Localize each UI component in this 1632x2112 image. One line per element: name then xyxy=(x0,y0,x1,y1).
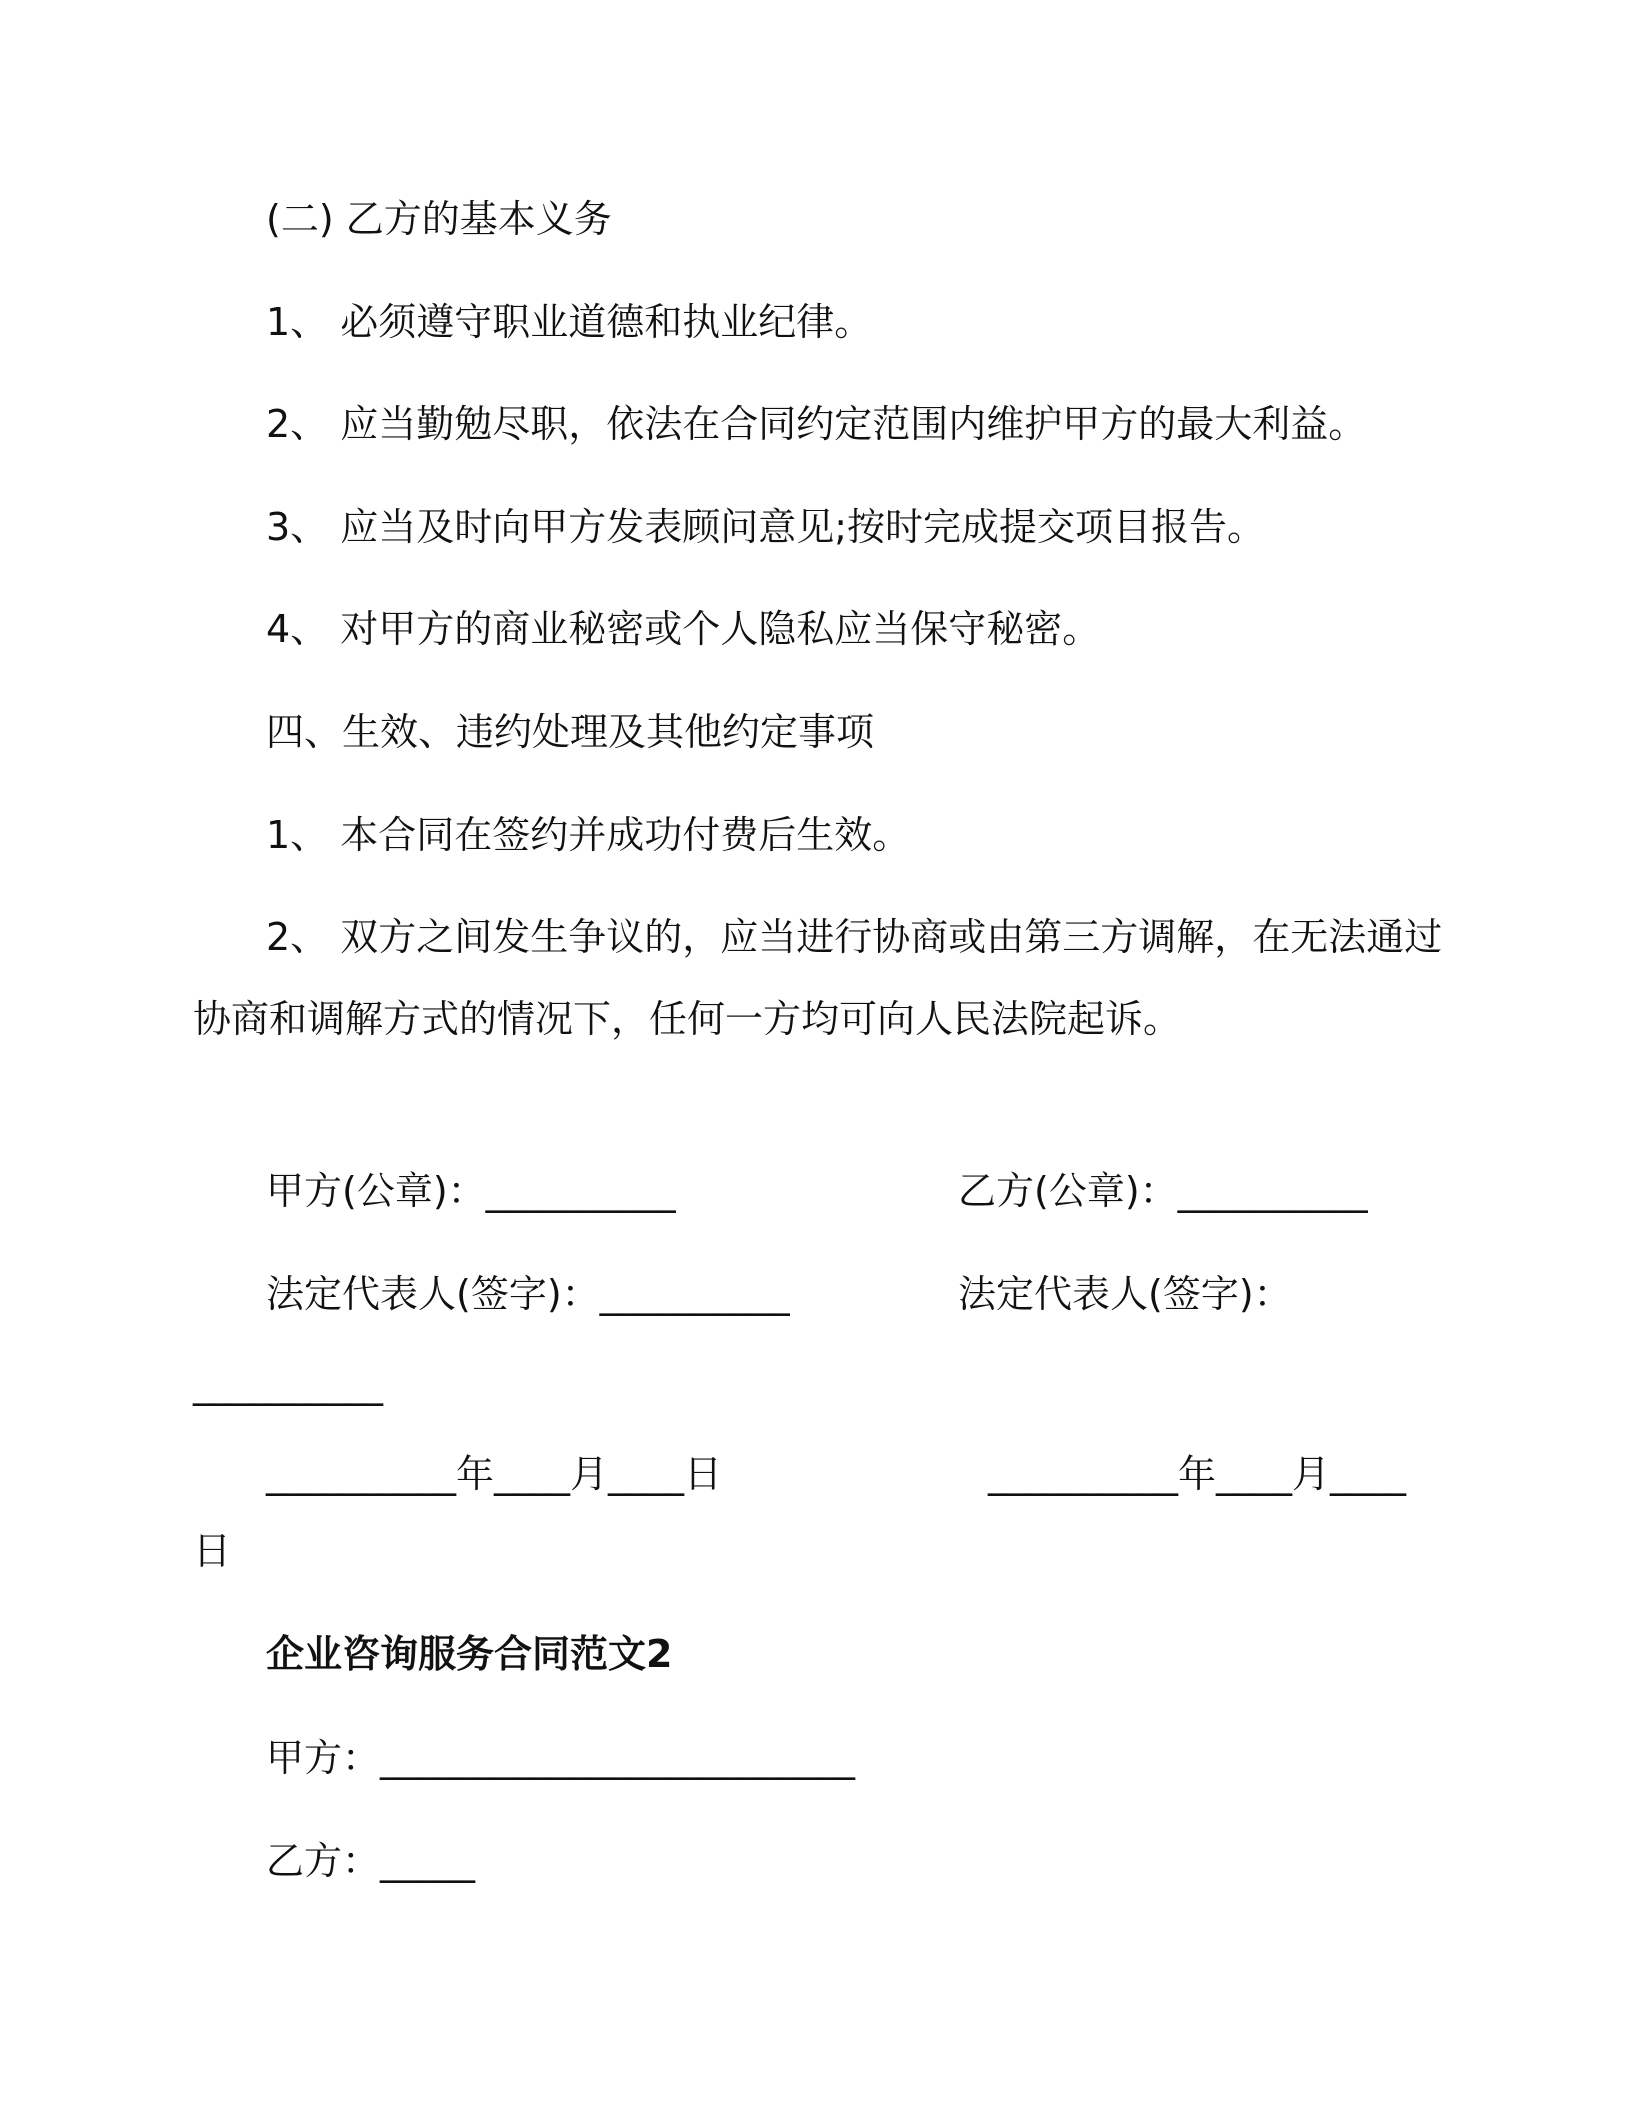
party-b-representative-blank: __________ xyxy=(193,1362,383,1406)
obligation-item-1: 1、 必须遵守职业道德和执业纪律。 xyxy=(266,300,873,344)
party-b-seal-field: 乙方(公章)：__________ xyxy=(958,1169,1368,1213)
section4-item-2-line-1: 2、 双方之间发生争议的，应当进行协商或由第三方调解，在无法通过 xyxy=(266,915,1443,959)
party-a-representative-field: 法定代表人(签字)：__________ xyxy=(266,1272,790,1316)
obligations-heading: (二) 乙方的基本义务 xyxy=(266,197,612,241)
party-b-date-field: __________年____月____ xyxy=(988,1452,1407,1496)
party-b-representative-label: 法定代表人(签字)： xyxy=(958,1272,1292,1316)
party-a-date-field: __________年____月____日 xyxy=(266,1452,723,1496)
template2-party-a-field: 甲方：_________________________ xyxy=(266,1736,856,1780)
obligation-item-3: 3、 应当及时向甲方发表顾问意见;按时完成提交项目报告。 xyxy=(266,505,1266,549)
template2-party-b-field: 乙方：_____ xyxy=(266,1839,476,1883)
template2-title: 企业咨询服务合同范文2 xyxy=(266,1632,673,1676)
party-a-seal-field: 甲方(公章)：__________ xyxy=(266,1169,676,1213)
obligation-item-4: 4、 对甲方的商业秘密或个人隐私应当保守秘密。 xyxy=(266,607,1101,651)
section4-item-1: 1、 本合同在签约并成功付费后生效。 xyxy=(266,813,911,857)
section4-item-2-line-2: 协商和调解方式的情况下，任何一方均可向人民法院起诉。 xyxy=(193,997,1182,1041)
section4-heading: 四、生效、违约处理及其他约定事项 xyxy=(266,710,875,754)
obligation-item-2: 2、 应当勤勉尽职，依法在合同约定范围内维护甲方的最大利益。 xyxy=(266,402,1367,446)
party-b-date-day: 日 xyxy=(193,1529,232,1573)
